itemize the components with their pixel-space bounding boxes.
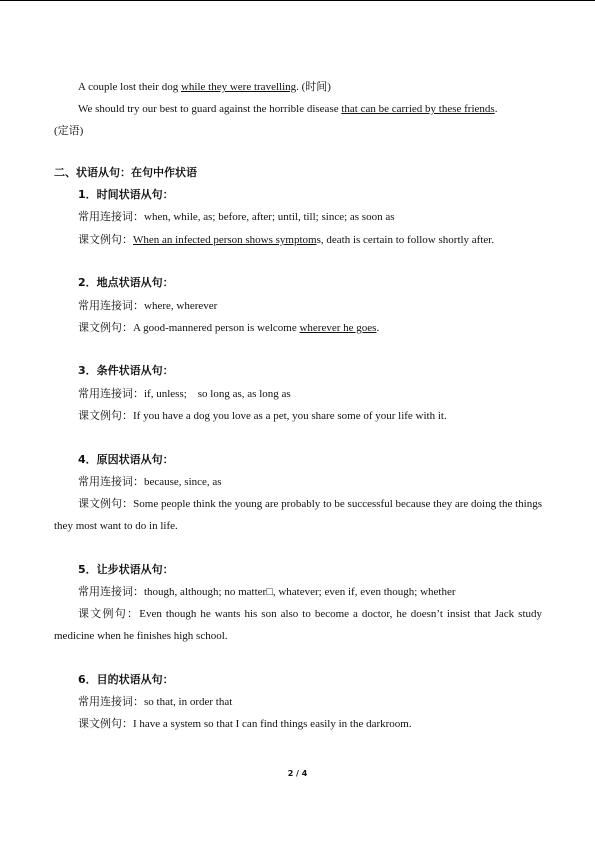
section-3-connectors: 常用连接词：if, unless; so long as, as long as <box>78 388 291 400</box>
section-title: 二、状语从句：在句中作状语 <box>54 166 197 179</box>
intro-1-prefix: A couple lost their dog <box>78 81 181 93</box>
intro-sentence-2 <box>54 98 542 142</box>
section-6-connectors: 常用连接词：so that, in order that <box>78 696 233 708</box>
intro-2-suffix: . <box>494 103 498 115</box>
section-1-connectors: 常用连接词：when, while, as; before, after; until, till; since; as soon as <box>78 211 395 223</box>
top-border-line <box>0 0 595 1</box>
section-4-title: 4．原因状语从句： <box>78 453 174 466</box>
section-1-example: 课文例句：When an infected person shows symptoms, death is certain to follow shortly after. <box>78 234 495 246</box>
section-3-example: 课文例句：If you have a dog you love as a pet, you share some of your life with it. <box>78 410 447 422</box>
section-6-title: 6．目的状语从句： <box>78 673 174 686</box>
section-4-example: 课文例句：Some people think the young are probably to be successful because they are doing the things they most want to do in life. <box>54 498 543 532</box>
intro-1-underlined: while they were travelling <box>180 81 297 93</box>
section-3-title: 3．条件状语从句： <box>78 364 174 377</box>
section-4-connectors: 常用连接词：because, since, as <box>78 476 222 488</box>
section-5-title: 5．让步状语从句： <box>78 563 174 576</box>
section-5-connectors: 常用连接词：though, although; no matter□, whatever; even if, even though; whether <box>78 586 456 598</box>
page-number: 2 / 4 <box>287 769 308 778</box>
intro-2-prefix: We should try our best to guard against the horrible disease <box>78 103 342 115</box>
intro-2-cont: (定语) <box>54 125 84 137</box>
section-2-example: 课文例句：A good-mannered person is welcome wherever he goes. <box>78 322 380 334</box>
intro-2-underlined: that can be carried by these friends <box>341 103 495 115</box>
section-6-example: 课文例句：I have a system so that I can find things easily in the darkroom. <box>78 718 412 730</box>
section-2-connectors: 常用连接词：where, wherever <box>78 300 218 312</box>
intro-sentence-1 <box>54 76 542 98</box>
section-5-example: 课文例句：Even though he wants his son also to become a doctor, he doesn’t insist that Jack study medicine when he finishes high school. <box>54 608 543 642</box>
section-1-title: 1．时间状语从句： <box>78 188 174 201</box>
section-2-title: 2．地点状语从句： <box>78 276 174 289</box>
intro-1-suffix: . (时间) <box>296 81 331 93</box>
